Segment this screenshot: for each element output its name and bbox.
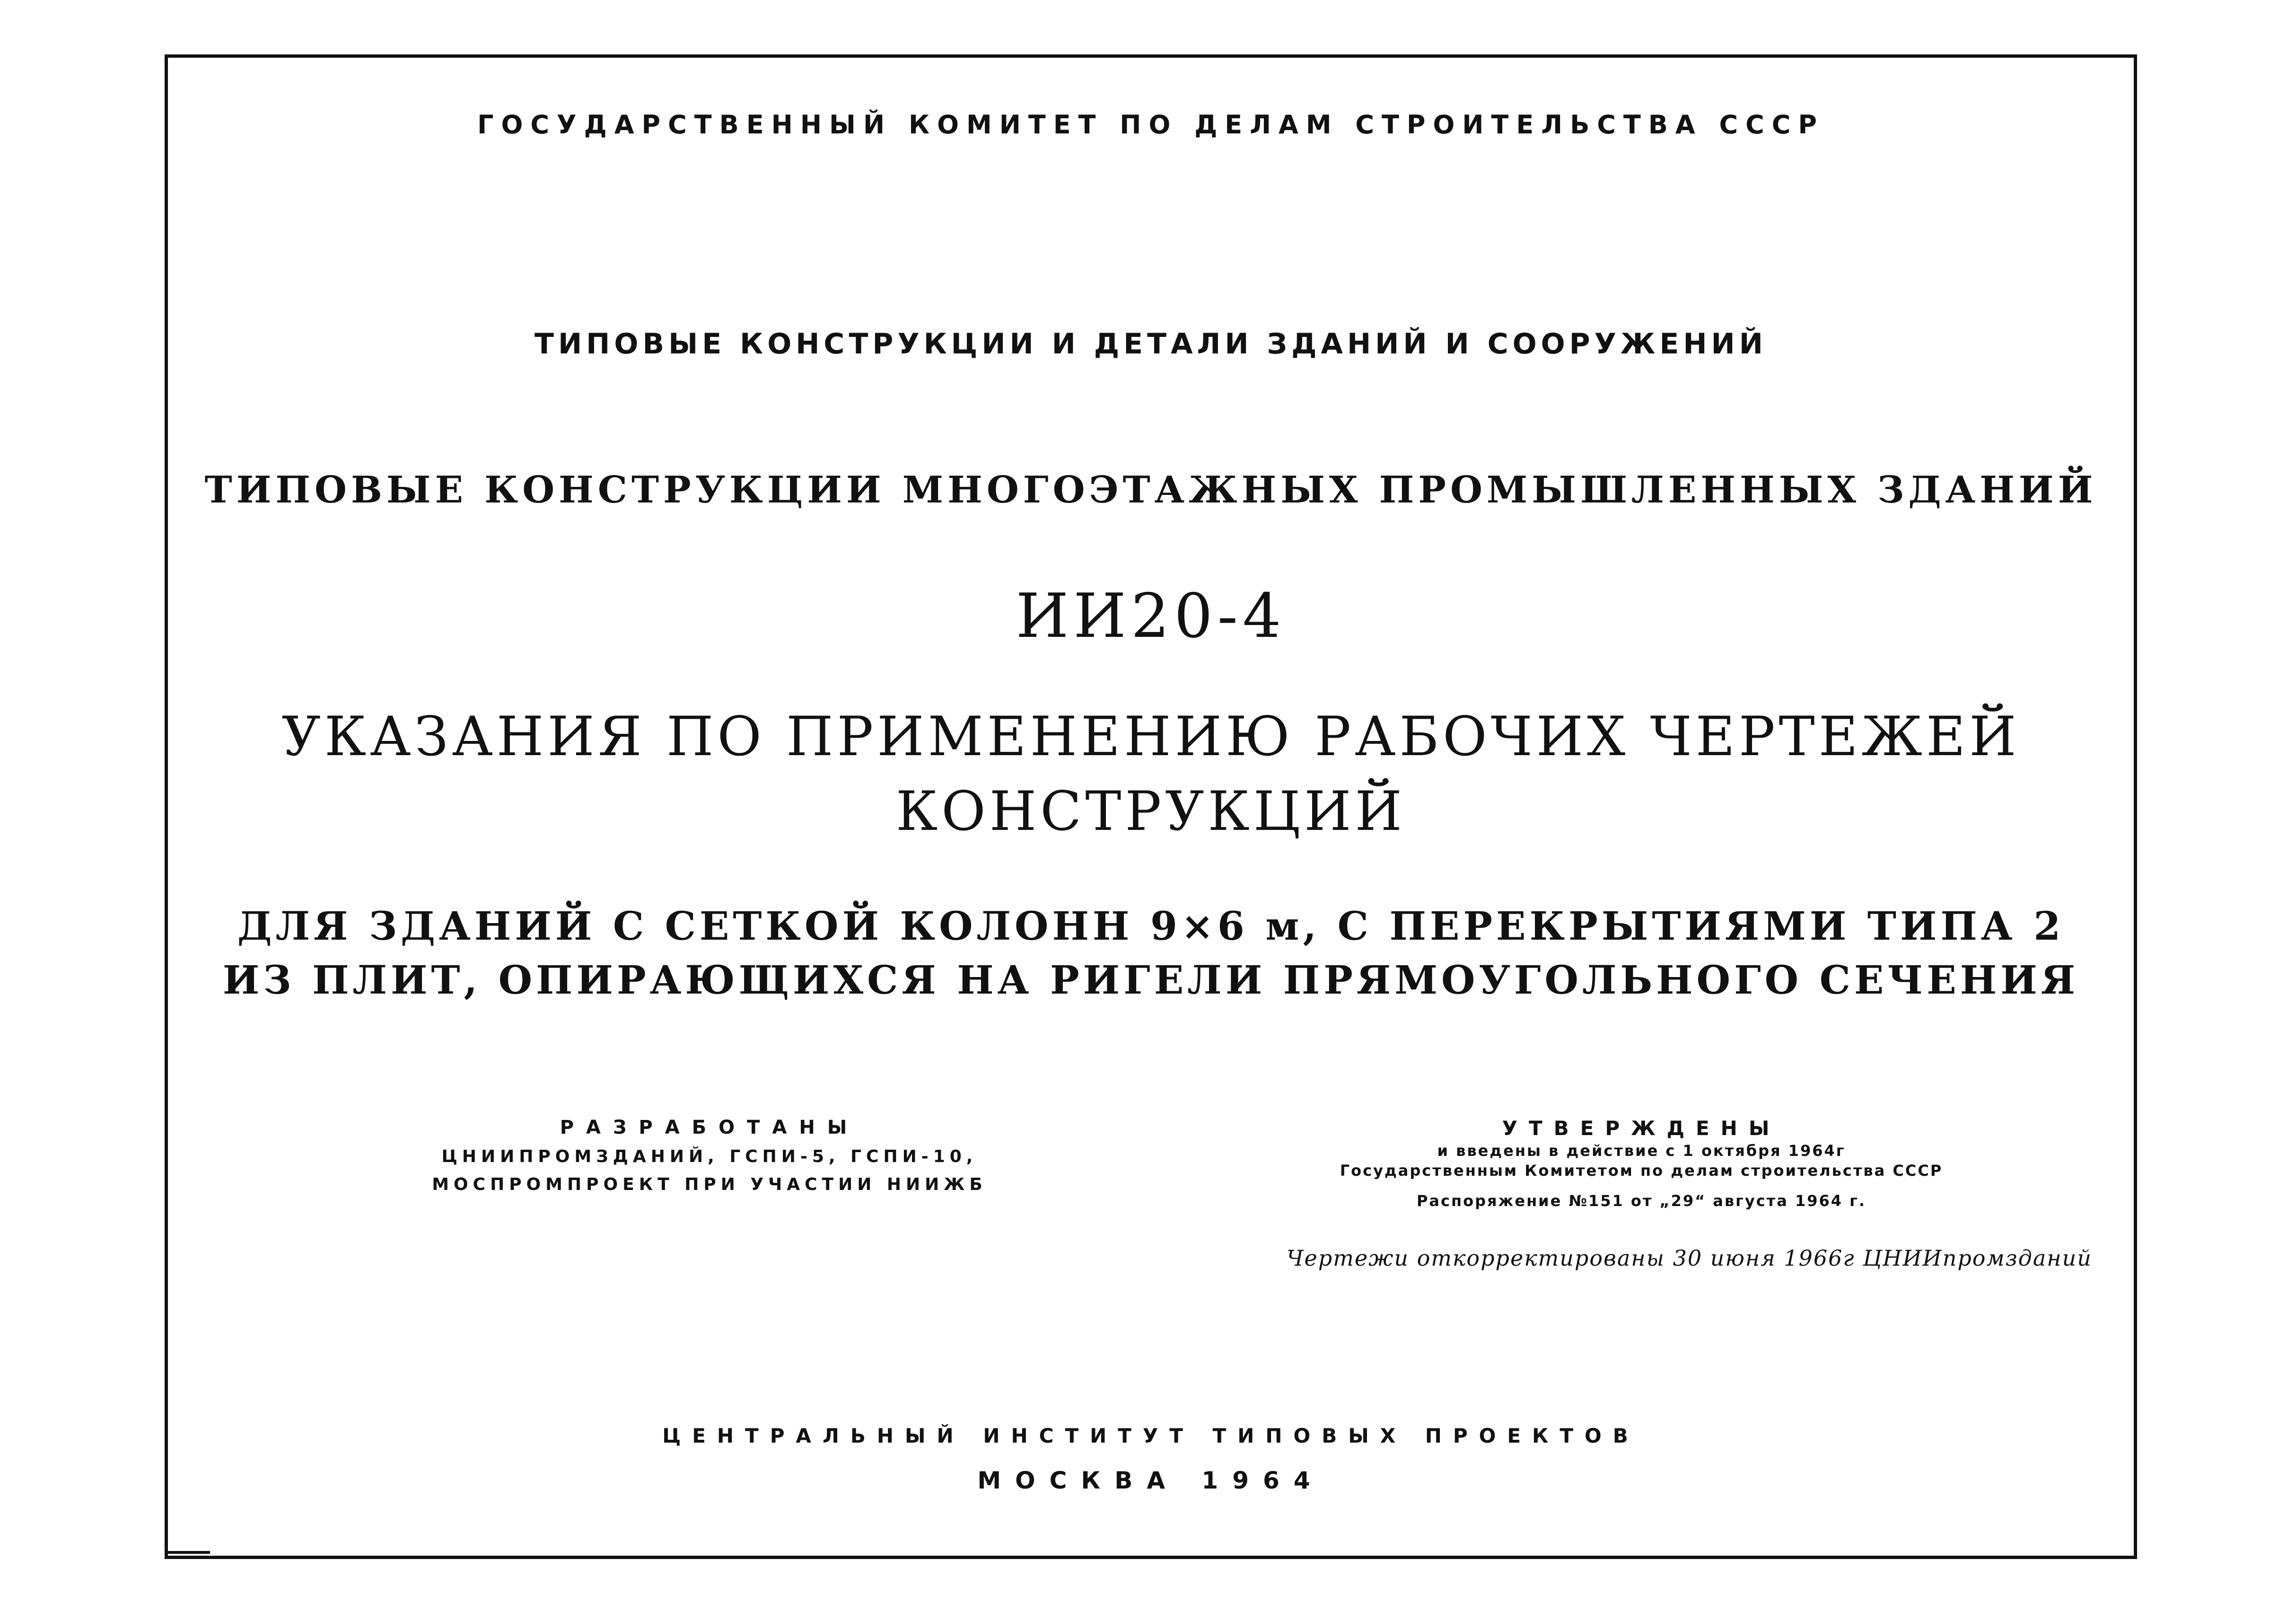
document-subtitle-line2: ИЗ ПЛИТ, ОПИРАЮЩИХСЯ НА РИГЕЛИ ПРЯМОУГОЛЬНОГО СЕЧЕНИЯ	[222, 958, 2079, 1003]
subject-title: ТИПОВЫЕ КОНСТРУКЦИИ МНОГОЭТАЖНЫХ ПРОМЫШЛЕННЫХ ЗДАНИЙ	[204, 468, 2097, 511]
approved-line3: Распоряжение №151 от „29“ августа 1964 г.	[1416, 1192, 1867, 1210]
developed-line1: ЦНИИПРОМЗДАНИЙ, ГСПИ-5, ГСПИ-10,	[441, 1147, 978, 1166]
developed-heading: РАЗРАБОТАНЫ	[560, 1117, 859, 1138]
approved-heading: УТВЕРЖДЕНЫ	[1502, 1117, 1781, 1140]
publication-place-year: МОСКВА 1964	[977, 1467, 1324, 1494]
developed-by-block	[359, 1117, 1060, 1194]
approved-line1: и введены в действие с 1 октября 1964г	[1437, 1142, 1846, 1160]
document-code: ИИ20-4	[1016, 581, 1286, 652]
committee-name: ГОСУДАРСТВЕННЫЙ КОМИТЕТ ПО ДЕЛАМ СТРОИТЕЛЬСТВА СССР	[477, 110, 1824, 140]
approved-block	[1287, 1117, 1996, 1210]
document-title-line1: УКАЗАНИЯ ПО ПРИМЕНЕНИЮ РАБОЧИХ ЧЕРТЕЖЕЙ	[281, 705, 2020, 768]
document-subtitle-line1: ДЛЯ ЗДАНИЙ С СЕТКОЙ КОЛОНН 9×6 м, С ПЕРЕКРЫТИЯМИ ТИПА 2	[237, 904, 2065, 949]
approved-line2: Государственным Комитетом по делам строительства СССР	[1340, 1162, 1943, 1180]
correction-note: Чертежи откорректированы 30 июня 1966г ЦНИИпромзданий	[1287, 1245, 2092, 1271]
publisher-institute: ЦЕНТРАЛЬНЫЙ ИНСТИТУТ ТИПОВЫХ ПРОЕКТОВ	[662, 1424, 1639, 1447]
series-name: ТИПОВЫЕ КОНСТРУКЦИИ И ДЕТАЛИ ЗДАНИЙ И СООРУЖЕНИЙ	[535, 327, 1767, 361]
document-title-line2: КОНСТРУКЦИЙ	[896, 780, 1406, 843]
developed-line2: МОСПРОМПРОЕКТ ПРИ УЧАСТИИ НИИЖБ	[432, 1175, 987, 1194]
frame-corner-mark	[167, 1551, 210, 1554]
